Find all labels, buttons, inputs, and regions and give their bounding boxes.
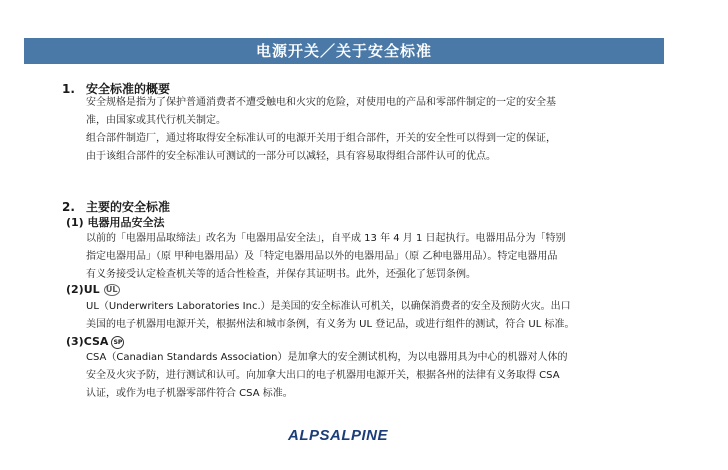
section-2-heading [62, 198, 170, 215]
subsection-2-heading [66, 283, 120, 296]
subsection-3-heading [66, 335, 124, 349]
body-line: 由于该组合部件的安全标准认可测试的一部分可以减轻，具有容易取得组合部件认可的优点。 [86, 151, 496, 162]
body-line: UL（Underwriters Laboratories Inc.）是美国的安全标准认可机关，以确保消费者的安全及预防火灾。出口 [86, 301, 571, 312]
body-line: 安全规格是指为了保护普通消费者不遭受触电和火灾的危险，对使用电的产品和零部件制定的一定的安全基 [86, 97, 556, 108]
body-line: 指定电器用品」（原 甲种电器用品）及「特定电器用品以外的电器用品」（原 乙种电器用品）。特定电器用品 [86, 251, 558, 262]
section-1-title: 安全标准的概要 [86, 82, 171, 96]
page-title: 电源开关／关于安全标准 [24, 38, 664, 64]
section-2-title: 主要的安全标准 [86, 200, 171, 214]
subsection-2-body [86, 298, 646, 334]
subsection-1-body [86, 230, 646, 284]
body-line: 准，由国家或其代行机关制定。 [86, 115, 226, 126]
body-line: 认证，或作为电子机器零部件符合 CSA 标准。 [86, 388, 293, 399]
body-line: 组合部件制造厂，通过将取得安全标准认可的电源开关用于组合部件，开关的安全性可以得到一定的保证， [86, 133, 556, 144]
subsection-1-heading: (1) 电器用品安全法 [66, 216, 165, 229]
section-1-number: 1. [62, 82, 75, 96]
body-line: 有义务接受认定检查机关等的适合性检查，并保存其证明书。此外，还强化了惩罚条例。 [86, 269, 476, 280]
body-line: CSA（Canadian Standards Association）是加拿大的安全测试机构，为以电器用具为中心的机器对人体的 [86, 352, 568, 363]
body-line: 美国的电子机器用电源开关，根据州法和城市条例，有义务为 UL 登记品，或进行组件的测试，符合 UL 标准。 [86, 319, 575, 330]
csa-mark-icon: SP [111, 336, 124, 349]
ul-mark-icon: UL [104, 284, 120, 296]
section-1-body [86, 94, 646, 166]
subsection-3-title: (3)CSA [66, 335, 109, 348]
subsection-3-body [86, 349, 646, 403]
subsection-2-title: (2)UL [66, 283, 100, 296]
body-line: 安全及火灾予防，进行测试和认可。向加拿大出口的电子机器用电源开关，根据各州的法律有义务取得 CSA [86, 370, 560, 381]
alpsalpine-logo: ALPSALPINE [288, 427, 389, 444]
section-2-number: 2. [62, 200, 75, 214]
body-line: 以前的「电器用品取缔法」改名为「电器用品安全法」，自平成 13 年 4 月 1 日起执行。电器用品分为「特别 [86, 233, 566, 244]
